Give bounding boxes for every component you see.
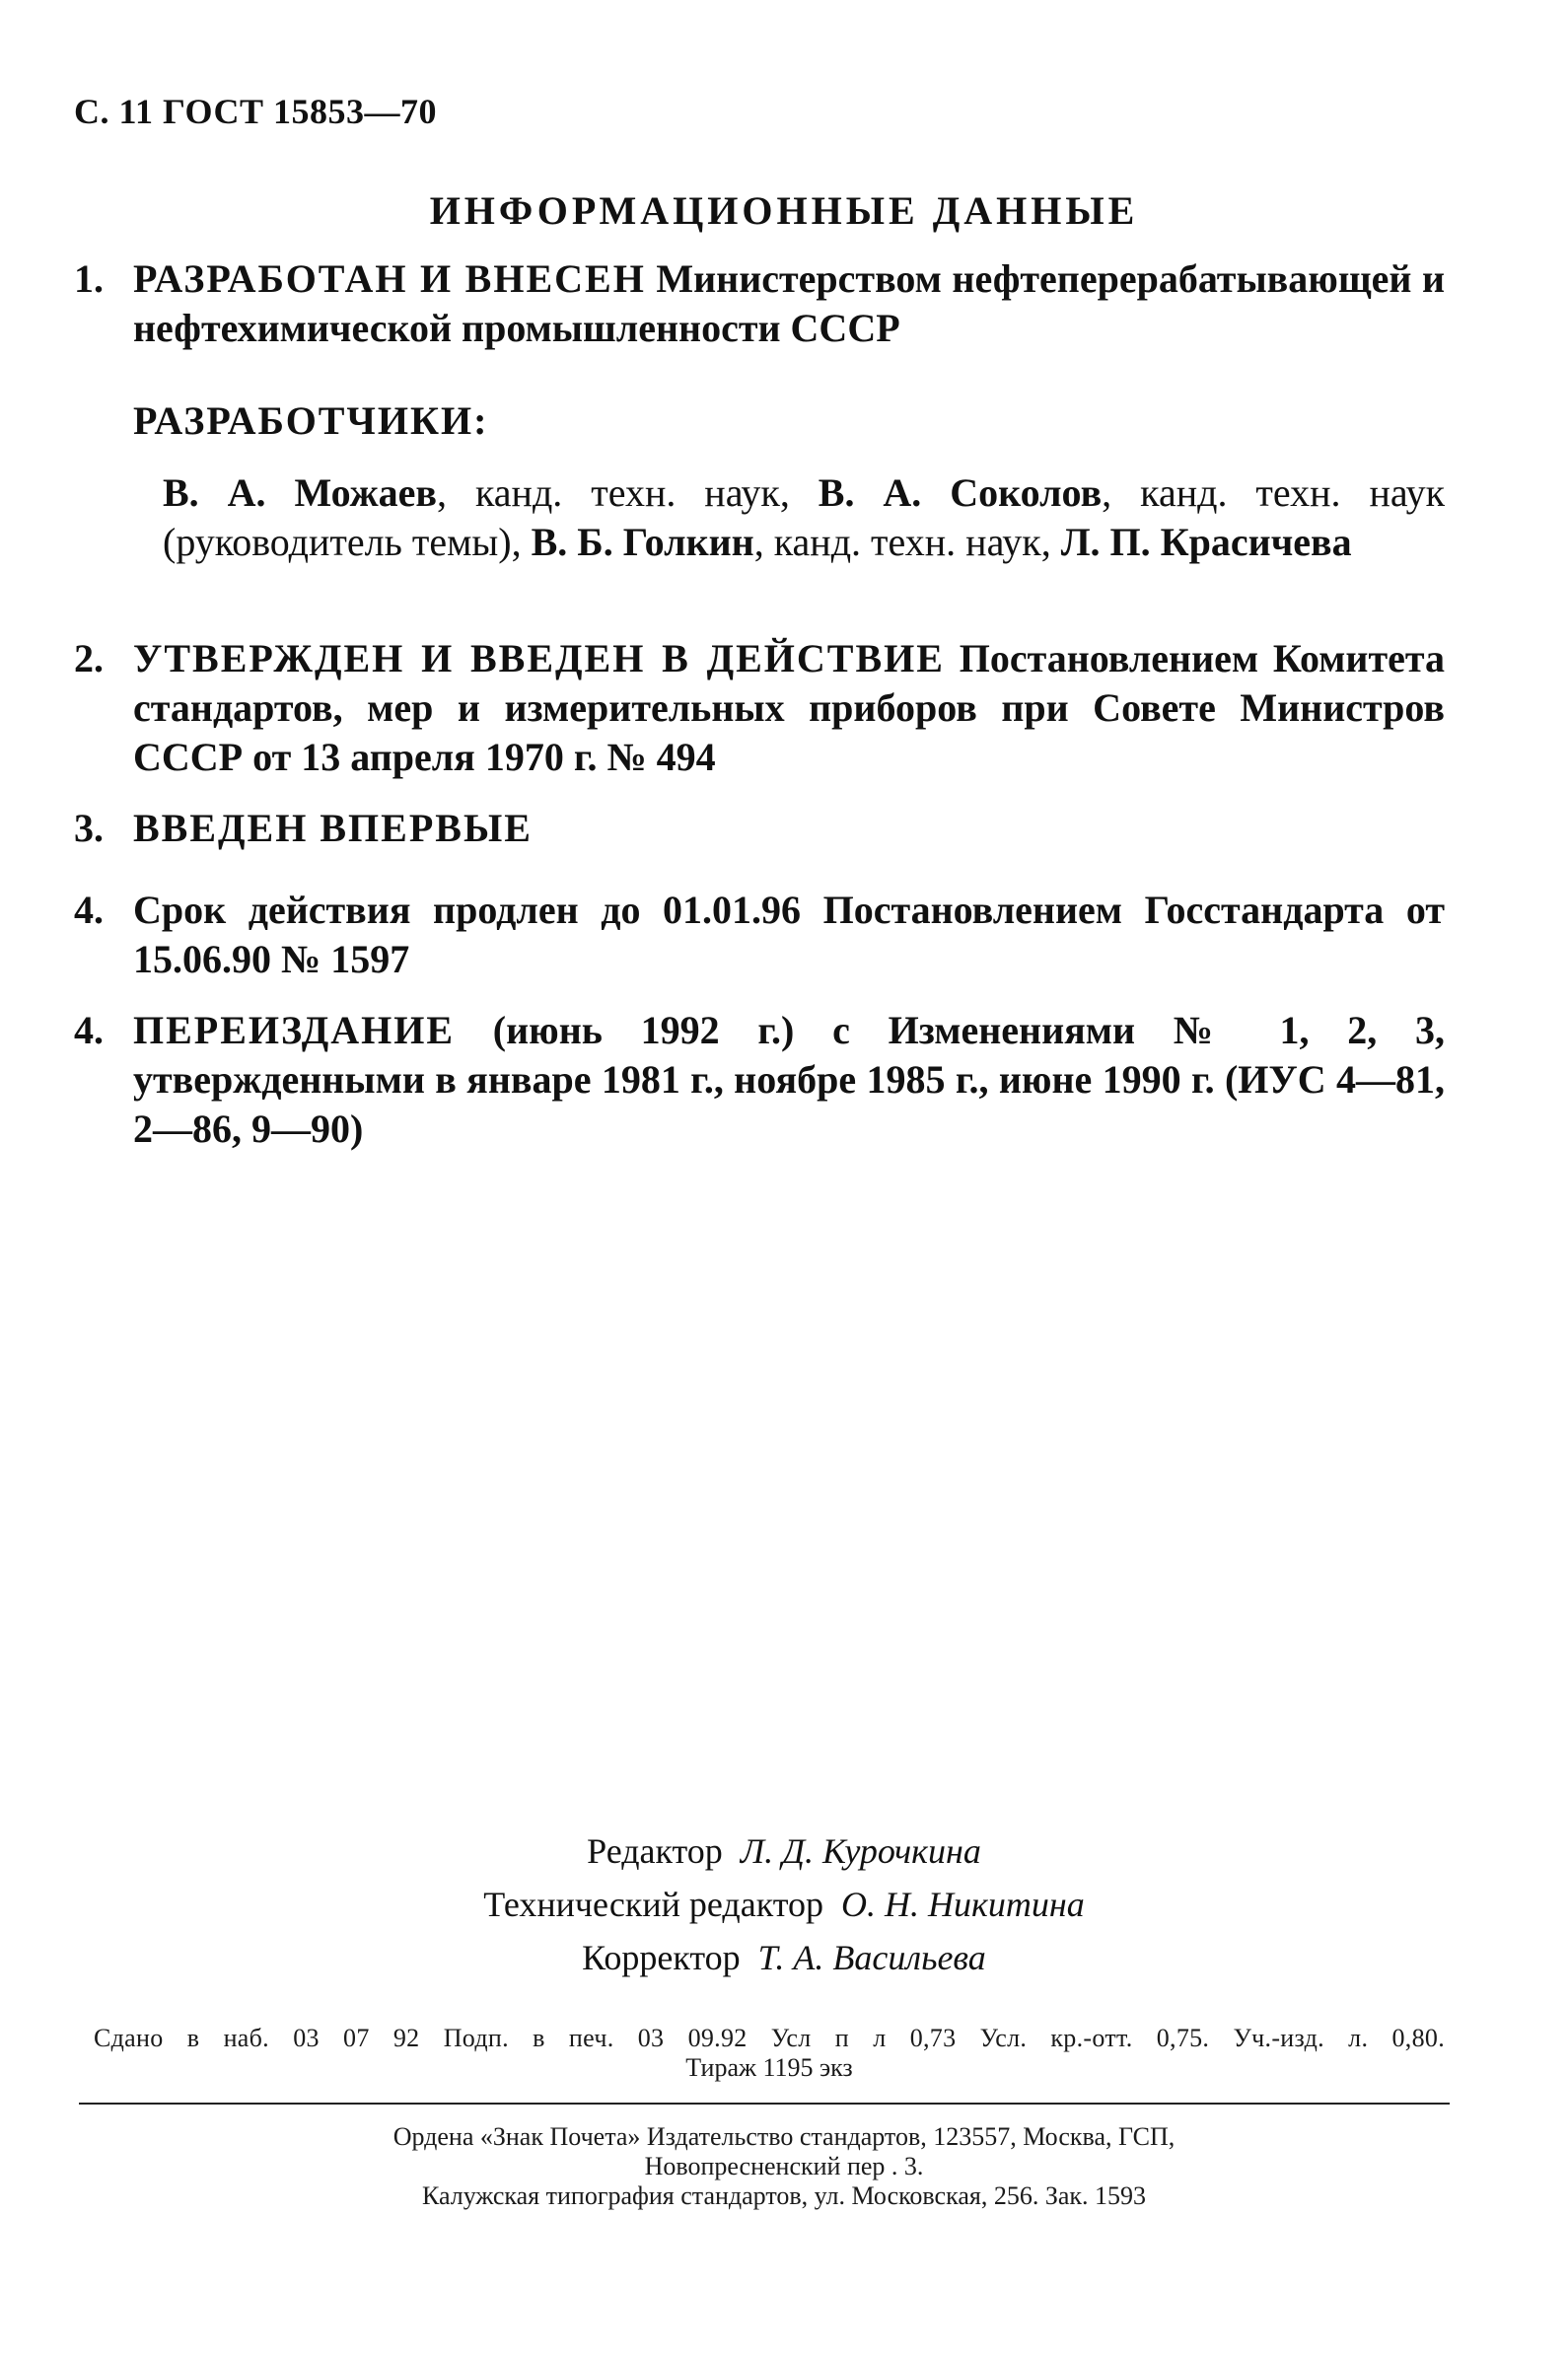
item-body bbox=[133, 804, 1445, 853]
printer-line: Калужская типография стандартов, ул. Московская, 256. Зак. 1593 bbox=[421, 2181, 1147, 2210]
developer-credentials: , канд. техн. наук (руководитель темы), bbox=[163, 470, 1445, 564]
developer-name: Л. П. Красичева bbox=[1060, 520, 1352, 564]
item-text: Срок действия продлен до 01.01.96 Постановлением Госстандарта от 15.06.90 № 1597 bbox=[133, 888, 1445, 981]
imprint-print-details: Сдано в наб. 03 07 92 Подп. в печ. 03 09.92 Усл п л 0,73 Усл. кр.-отт. 0,75. Уч.-изд. л. 0,80. bbox=[94, 2024, 1445, 2052]
editor-row bbox=[0, 1931, 1568, 1984]
developers-list bbox=[163, 468, 1445, 567]
item-number: 1. bbox=[74, 256, 104, 301]
item-body bbox=[133, 254, 1445, 353]
imprint-block bbox=[94, 2024, 1445, 2083]
editor-row bbox=[0, 1824, 1568, 1878]
editor-name: О. Н. Никитина bbox=[841, 1885, 1085, 1924]
item-body bbox=[133, 634, 1445, 782]
editor-name: Т. А. Васильева bbox=[757, 1938, 986, 1977]
imprint-circulation: Тираж 1195 экз bbox=[685, 2053, 853, 2082]
editors-block bbox=[0, 1824, 1568, 1984]
info-item-1 bbox=[74, 254, 1445, 353]
editor-name: Л. Д. Курочкина bbox=[740, 1831, 981, 1871]
info-item-4 bbox=[74, 886, 1445, 984]
developer-name: В. А. Соколов bbox=[818, 470, 1103, 515]
publisher-block bbox=[0, 2122, 1568, 2211]
info-item-3 bbox=[74, 804, 1445, 853]
info-item-reissue bbox=[74, 1006, 1445, 1154]
document-title: ИНФОРМАЦИОННЫЕ ДАННЫЕ bbox=[429, 188, 1139, 233]
item-caps: УТВЕРЖДЕН И ВВЕДЕН В ДЕЙСТВИЕ bbox=[133, 636, 945, 680]
developer-credentials: , канд. техн. наук, bbox=[753, 520, 1061, 564]
item-caps: ПЕРЕИЗДАНИЕ bbox=[133, 1008, 456, 1052]
editor-role: Технический редактор bbox=[483, 1885, 823, 1924]
item-number: 4. bbox=[74, 1008, 104, 1052]
editor-role: Корректор bbox=[582, 1938, 741, 1977]
item-caps: РАЗРАБОТАН И ВНЕСЕН bbox=[133, 256, 646, 301]
developer-credentials: , канд. техн. наук, bbox=[437, 470, 819, 515]
item-body bbox=[133, 886, 1445, 984]
page-header: С. 11 ГОСТ 15853—70 bbox=[74, 92, 437, 131]
item-body bbox=[133, 1006, 1445, 1154]
item-number: 3. bbox=[74, 806, 104, 850]
publisher-line: Новопресненский пер . 3. bbox=[644, 2152, 924, 2180]
info-item-2 bbox=[74, 634, 1445, 782]
developers-heading: РАЗРАБОТЧИКИ: bbox=[133, 398, 489, 443]
item-number: 4. bbox=[74, 888, 104, 932]
editor-role: Редактор bbox=[587, 1831, 723, 1871]
developer-name: В. Б. Голкин bbox=[531, 520, 754, 564]
item-text: (июнь 1992 г.) с Изменениями № 1, 2, 3, утвержденными в январе 1981 г., ноябре 1985 г., июне 1990 г. (ИУС 4—81, 2—86, 9—90) bbox=[133, 1008, 1445, 1151]
editor-row bbox=[0, 1878, 1568, 1931]
imprint-divider bbox=[79, 2103, 1450, 2105]
item-text: Постановлением Комитета стандартов, мер и измерительных приборов при Совете Министров СССР от 13 апреля 1970 г. № 494 bbox=[133, 636, 1446, 779]
item-text: Министерством нефтеперерабатывающей и нефтехимической промышленности СССР bbox=[133, 256, 1446, 350]
item-caps: ВВЕДЕН ВПЕРВЫЕ bbox=[133, 806, 533, 850]
publisher-line: Ордена «Знак Почета» Издательство стандартов, 123557, Москва, ГСП, bbox=[392, 2122, 1176, 2151]
developer-name: В. А. Можаев bbox=[163, 470, 438, 515]
item-number: 2. bbox=[74, 636, 104, 680]
